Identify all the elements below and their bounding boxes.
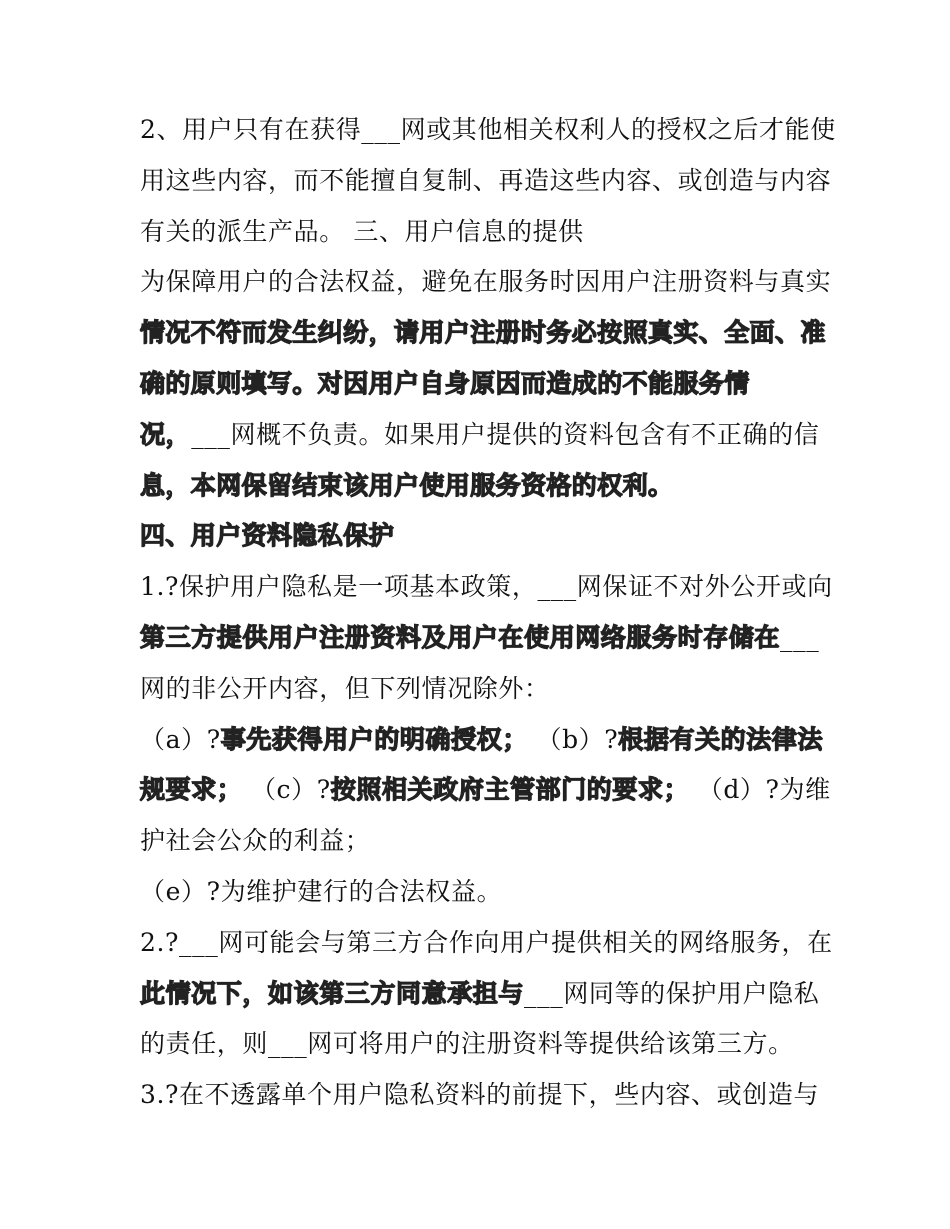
text-line: 1.?保护用户隐私是一项基本政策，___网保证不对外公开或向 — [140, 572, 833, 602]
text-segment: （b）? — [527, 724, 619, 754]
text-segment: （a）? — [140, 724, 221, 754]
text-line — [140, 718, 830, 769]
text-segment: （c）? — [242, 775, 331, 805]
text-segment: ___网同等的保护用户隐私 — [524, 978, 820, 1008]
text-segment: 况， — [140, 419, 192, 449]
text-segment: 规要求； — [140, 775, 243, 805]
text-segment: 根据有关的法律法 — [618, 724, 824, 754]
text-line: 情况不符而发生纠纷，请用户注册时务必按照真实、全面、准 — [140, 318, 826, 348]
text-segment: 此情况下，如该第三方同意承担与 — [140, 978, 525, 1008]
text-line: 的责任，则___网可将用户的注册资料等提供给该第三方。 — [140, 1029, 794, 1059]
text-line: 有关的派生产品。 三、用户信息的提供 — [140, 216, 584, 246]
text-segment: 第三方提供用户注册资料及用户在使用网络服务时存储在 — [140, 622, 781, 652]
body-text — [140, 108, 836, 1124]
text-line: 护社会公众的利益； — [140, 826, 371, 856]
text-segment: ___ — [780, 622, 820, 652]
text-line — [140, 616, 830, 667]
text-line: 3.?在不透露单个用户隐私资料的前提下，些内容、或创造与 — [140, 1080, 820, 1110]
text-line: 2、用户只有在获得___网或其他相关权利人的授权之后才能使 — [140, 115, 836, 144]
text-line: 为保障用户的合法权益，避免在服务时因用户注册资料与真实 — [140, 267, 832, 297]
text-line: 网的非公开内容，但下列情况除外： — [140, 673, 550, 703]
section-heading: 四、用户资料隐私保护 — [140, 521, 395, 551]
text-segment: （d）?为维 — [689, 775, 831, 805]
text-segment: ___网概不负责。如果用户提供的资料包含有不正确的信 — [191, 419, 820, 449]
text-line: （e）?为维护建行的合法权益。 — [140, 876, 503, 906]
text-line — [140, 972, 830, 1023]
text-line: 息，本网保留结束该用户使用服务资格的权利。 — [140, 470, 674, 500]
text-line: 用这些内容，而不能擅自复制、再造这些内容、或创造与内容 — [140, 165, 832, 195]
text-line: 确的原则填写。对因用户自身原因而造成的不能服务情 — [140, 368, 750, 398]
text-segment: 按照相关政府主管部门的要求； — [330, 775, 690, 805]
text-line: 2.?___网可能会与第三方合作向用户提供相关的网络服务，在 — [140, 927, 833, 957]
text-line — [140, 413, 830, 464]
text-segment: 事先获得用户的明确授权； — [220, 724, 528, 754]
text-line — [140, 768, 830, 819]
